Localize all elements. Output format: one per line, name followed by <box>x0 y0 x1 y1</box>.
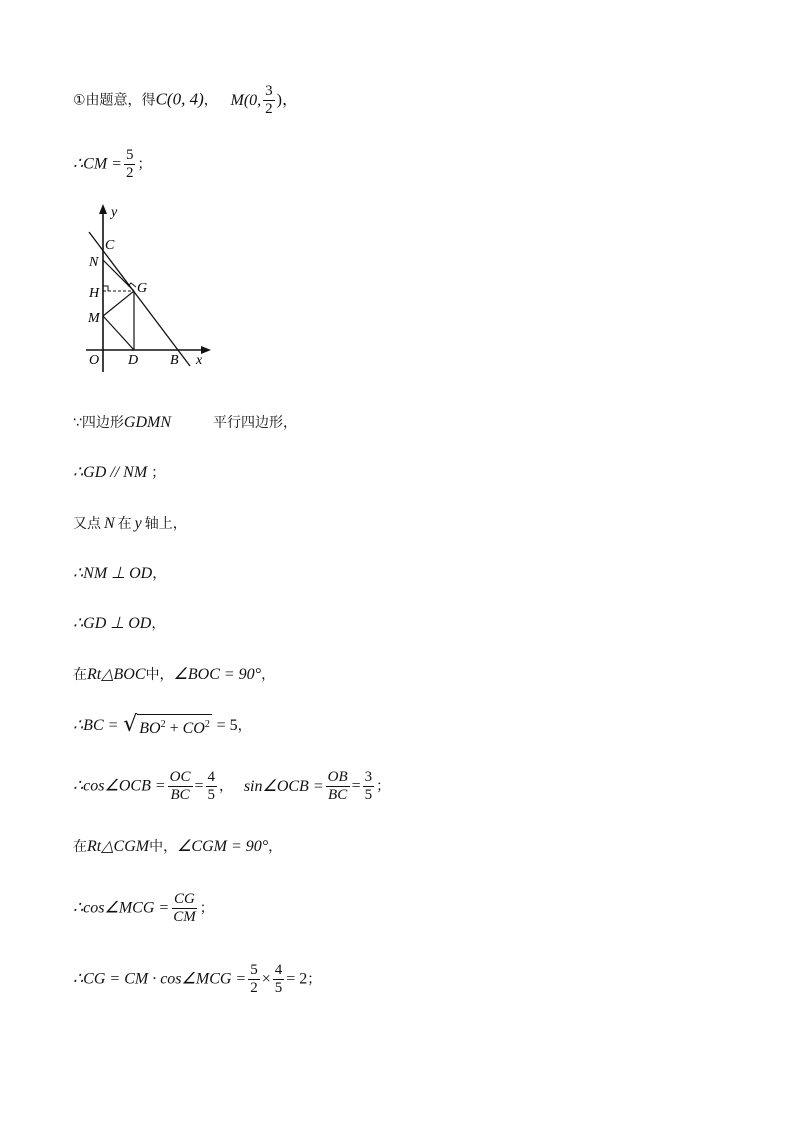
line-gd-perp-od <box>73 613 165 634</box>
angle-boc: ∠BOC = 90° <box>173 666 262 683</box>
label-y: y <box>111 205 118 220</box>
sin-ocb: sin∠OCB = <box>243 777 324 795</box>
point-m-coord-start: M(0, <box>230 91 262 109</box>
comma: ， <box>237 718 252 734</box>
point-n: N <box>104 515 115 532</box>
line-nm-perp-od <box>73 563 166 584</box>
semicolon: ； <box>376 778 391 795</box>
comma: ， <box>268 839 283 855</box>
label-h: H <box>89 286 100 301</box>
geometry-figure <box>80 200 220 380</box>
nm-perp-od: ∴NM ⊥ OD <box>73 565 153 582</box>
fraction-five-halves-2: $\frac{5}{2}$ <box>250 962 258 996</box>
line-cg-result <box>73 962 321 997</box>
line-parallelogram <box>73 412 297 433</box>
comma: ， <box>152 566 167 582</box>
line-rt-cgm <box>73 836 282 857</box>
fraction-cg-cm: $\frac{CG}{CM}$ <box>173 891 196 925</box>
cm-eq: ∴CM = <box>73 155 122 173</box>
fraction-four-fifths-2: $\frac{4}{5}$ <box>274 962 283 996</box>
line-bc-length <box>73 714 252 738</box>
triangle-boc: Rt△BOC <box>87 666 146 683</box>
triangle-cgm: Rt△CGM <box>87 838 150 855</box>
label-m: M <box>88 311 100 326</box>
sqrt-expression: √ $BO^2 + CO^2$ <box>123 712 210 737</box>
segment-mg <box>103 291 134 316</box>
comma: ， <box>219 778 234 795</box>
fraction-five-halves: $\frac{5}{2}$ <box>125 147 134 181</box>
axis-y: y <box>134 515 142 532</box>
bc-eq: ∴BC = <box>73 717 119 734</box>
point-c-coord: C(0, 4) <box>155 89 204 109</box>
text-in: 在 <box>73 667 87 683</box>
text-since-quad: ∵四边形 <box>73 415 124 431</box>
line-given-points <box>73 83 298 118</box>
text-also-point: 又点 <box>73 516 101 532</box>
semicolon: ； <box>137 156 152 173</box>
cg-result: = 2 <box>286 970 308 988</box>
label-x: x <box>196 353 203 368</box>
fraction-three-halves: $\frac{3}{2}$ <box>265 83 273 117</box>
cg-eq: ∴CG = CM · cos∠MCG = <box>73 970 247 988</box>
line-rt-boc <box>73 664 275 685</box>
gd-parallel-nm: ∴GD // NM <box>73 464 148 481</box>
comma: ， <box>261 667 276 683</box>
segment-md <box>103 316 134 350</box>
line-cm <box>73 147 151 182</box>
text-middle: 中， <box>145 667 174 683</box>
label-o: O <box>89 353 100 368</box>
comma: ， <box>203 92 218 109</box>
semicolon: ； <box>307 971 322 988</box>
label-d: D <box>128 353 139 368</box>
text-in: 在 <box>73 839 87 855</box>
text-axis-on: 轴上， <box>144 516 187 532</box>
text-on: 在 <box>117 516 132 532</box>
fraction-oc-bc: $\frac{OC}{BC}$ <box>169 769 191 803</box>
comma: ， <box>151 616 166 632</box>
label-g: G <box>137 281 148 296</box>
angle-cgm: ∠CGM = 90° <box>177 838 269 855</box>
line-cos-mcg <box>73 891 214 926</box>
semicolon: ； <box>151 465 166 481</box>
label-b: B <box>170 353 179 368</box>
cos-ocb: ∴cos∠OCB = <box>73 777 166 795</box>
label-c: C <box>105 238 115 253</box>
fraction-four-fifths: $\frac{4}{5}$ <box>207 769 216 803</box>
line-n-on-y <box>73 513 187 534</box>
quad-name: GDMN <box>123 414 172 431</box>
gd-perp-od: ∴GD ⊥ OD <box>73 615 152 632</box>
times-sign: × <box>261 970 271 988</box>
semicolon: ； <box>199 900 214 917</box>
text-is-parallelogram: 平行四边形， <box>213 415 298 431</box>
bc-result: = 5 <box>216 717 238 734</box>
line-cos-sin-ocb: ∴cos∠OCB = $\frac{OC}{BC}$ = $\frac{4}{5}$ ， sin∠OCB = $\frac{OB}{BC}$ = $\frac{3}{5}$ ； <box>73 769 391 803</box>
line-gd-parallel-nm <box>73 462 165 483</box>
text-middle: 中， <box>149 839 178 855</box>
x-axis-arrow <box>201 346 211 354</box>
y-axis-arrow <box>99 204 107 214</box>
fraction-ob-bc: $\frac{OB}{BC}$ <box>327 769 348 803</box>
point-m-coord-end: )， <box>276 91 299 109</box>
label-n: N <box>89 255 99 270</box>
text-given: ①由题意，得 <box>73 92 156 109</box>
fraction-three-fifths: $\frac{3}{5}$ <box>364 769 373 803</box>
cos-mcg: ∴cos∠MCG = <box>73 899 170 917</box>
